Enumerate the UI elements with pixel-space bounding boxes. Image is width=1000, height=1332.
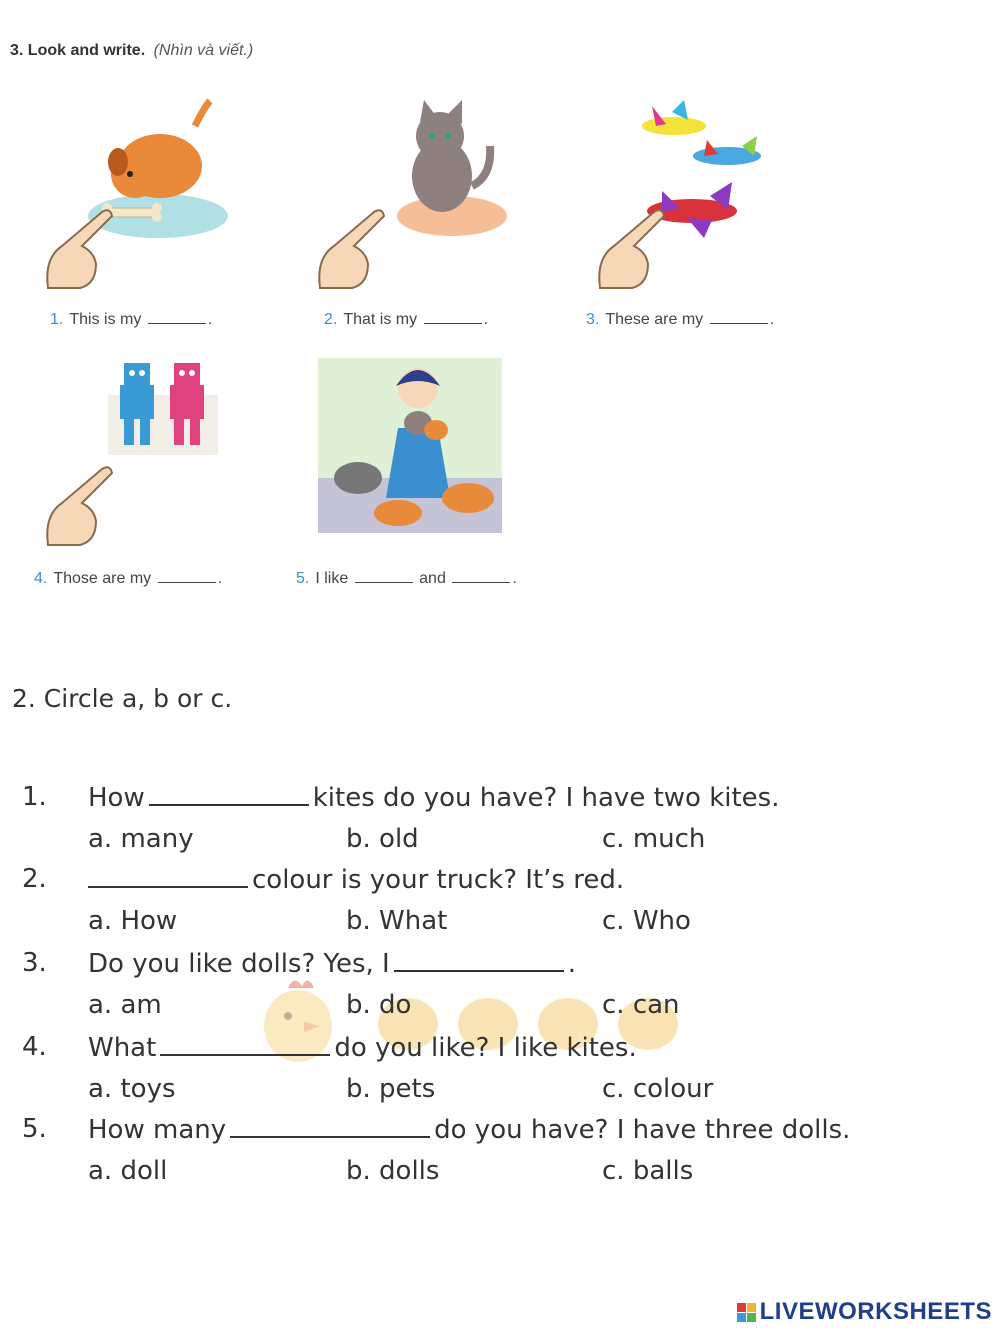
answer-blank[interactable] <box>88 864 248 888</box>
s3-item-end: . <box>483 311 489 328</box>
question-number: 3. <box>22 948 47 978</box>
logo-grid-icon <box>737 1303 756 1322</box>
s3-item-text: I like <box>315 570 349 587</box>
s3-item-number: 2. <box>324 311 338 328</box>
s3-item-text: Those are my <box>53 570 152 587</box>
question-number: 4. <box>22 1032 47 1062</box>
s3-item-end: . <box>512 570 517 587</box>
option-b[interactable]: b. pets <box>346 1074 436 1104</box>
question-text: do you have? I have three dolls. <box>434 1115 851 1145</box>
question-text: kites do you have? I have two kites. <box>312 783 780 813</box>
question-text: colour is your truck? It’s red. <box>252 865 625 895</box>
liveworksheets-logo[interactable] <box>737 1298 992 1326</box>
s3-item-1 <box>50 309 212 329</box>
s3-item-text: This is my <box>69 311 142 328</box>
answer-blank[interactable] <box>148 309 206 324</box>
question-text: Do you like dolls? Yes, I <box>88 949 390 979</box>
answer-blank[interactable] <box>355 568 413 583</box>
answer-blank[interactable] <box>452 568 510 583</box>
option-b[interactable]: b. dolls <box>346 1156 440 1186</box>
answer-blank[interactable] <box>424 309 482 324</box>
answer-blank[interactable] <box>158 568 216 583</box>
question-number: 5. <box>22 1114 47 1144</box>
s3-item-5 <box>296 568 517 588</box>
s3-item-number: 1. <box>50 311 64 328</box>
question-text: do you like? I like kites. <box>334 1033 637 1063</box>
question-5 <box>88 1114 850 1145</box>
option-c[interactable]: c. Who <box>602 906 691 936</box>
section3-subtitle: (Nhìn và viết.) <box>153 42 254 59</box>
s3-item-3 <box>586 309 774 329</box>
answer-blank[interactable] <box>230 1114 430 1138</box>
s3-item-middle: and <box>419 570 446 587</box>
s3-item-text: That is my <box>343 311 418 328</box>
option-c[interactable]: c. balls <box>602 1156 694 1186</box>
question-text: What <box>88 1033 157 1063</box>
girl-with-pets-picture <box>318 358 502 533</box>
robots-picture <box>40 355 240 550</box>
s3-item-2 <box>324 309 488 329</box>
question-3 <box>88 948 576 979</box>
option-c[interactable]: c. much <box>602 824 706 854</box>
planes-picture <box>592 96 782 291</box>
answer-blank[interactable] <box>160 1032 330 1056</box>
question-2 <box>88 864 624 895</box>
option-b[interactable]: b. old <box>346 824 419 854</box>
dog-picture <box>40 96 230 291</box>
s3-item-end: . <box>217 570 223 587</box>
question-number: 1. <box>22 782 47 812</box>
option-a[interactable]: a. How <box>88 906 178 936</box>
answer-blank[interactable] <box>394 948 564 972</box>
question-1 <box>88 782 780 813</box>
option-a[interactable]: a. doll <box>88 1156 168 1186</box>
section3-title-text: 3. Look and write. <box>10 42 146 59</box>
section3-title <box>10 42 253 60</box>
option-a[interactable]: a. toys <box>88 1074 176 1104</box>
brand-name: LIVEWORKSHEETS <box>759 1298 992 1325</box>
cat-picture <box>312 96 512 291</box>
option-a[interactable]: a. am <box>88 990 162 1020</box>
option-b[interactable]: b. What <box>346 906 448 936</box>
question-text: How <box>88 783 145 813</box>
answer-blank[interactable] <box>710 309 768 324</box>
s3-item-number: 3. <box>586 311 600 328</box>
answer-blank[interactable] <box>149 782 309 806</box>
option-c[interactable]: c. colour <box>602 1074 714 1104</box>
option-c[interactable]: c. can <box>602 990 680 1020</box>
s3-item-end: . <box>207 311 213 328</box>
option-a[interactable]: a. many <box>88 824 194 854</box>
s3-item-number: 4. <box>34 570 48 587</box>
s3-item-text: These are my <box>605 311 704 328</box>
section2-title: 2. Circle a, b or c. <box>12 684 233 713</box>
question-text: . <box>567 949 576 979</box>
s3-item-4 <box>34 568 222 588</box>
question-number: 2. <box>22 864 47 894</box>
s3-item-number: 5. <box>296 570 310 587</box>
s3-item-end: . <box>769 311 775 328</box>
question-text: How many <box>88 1115 227 1145</box>
option-b[interactable]: b. do <box>346 990 412 1020</box>
question-4 <box>88 1032 637 1063</box>
